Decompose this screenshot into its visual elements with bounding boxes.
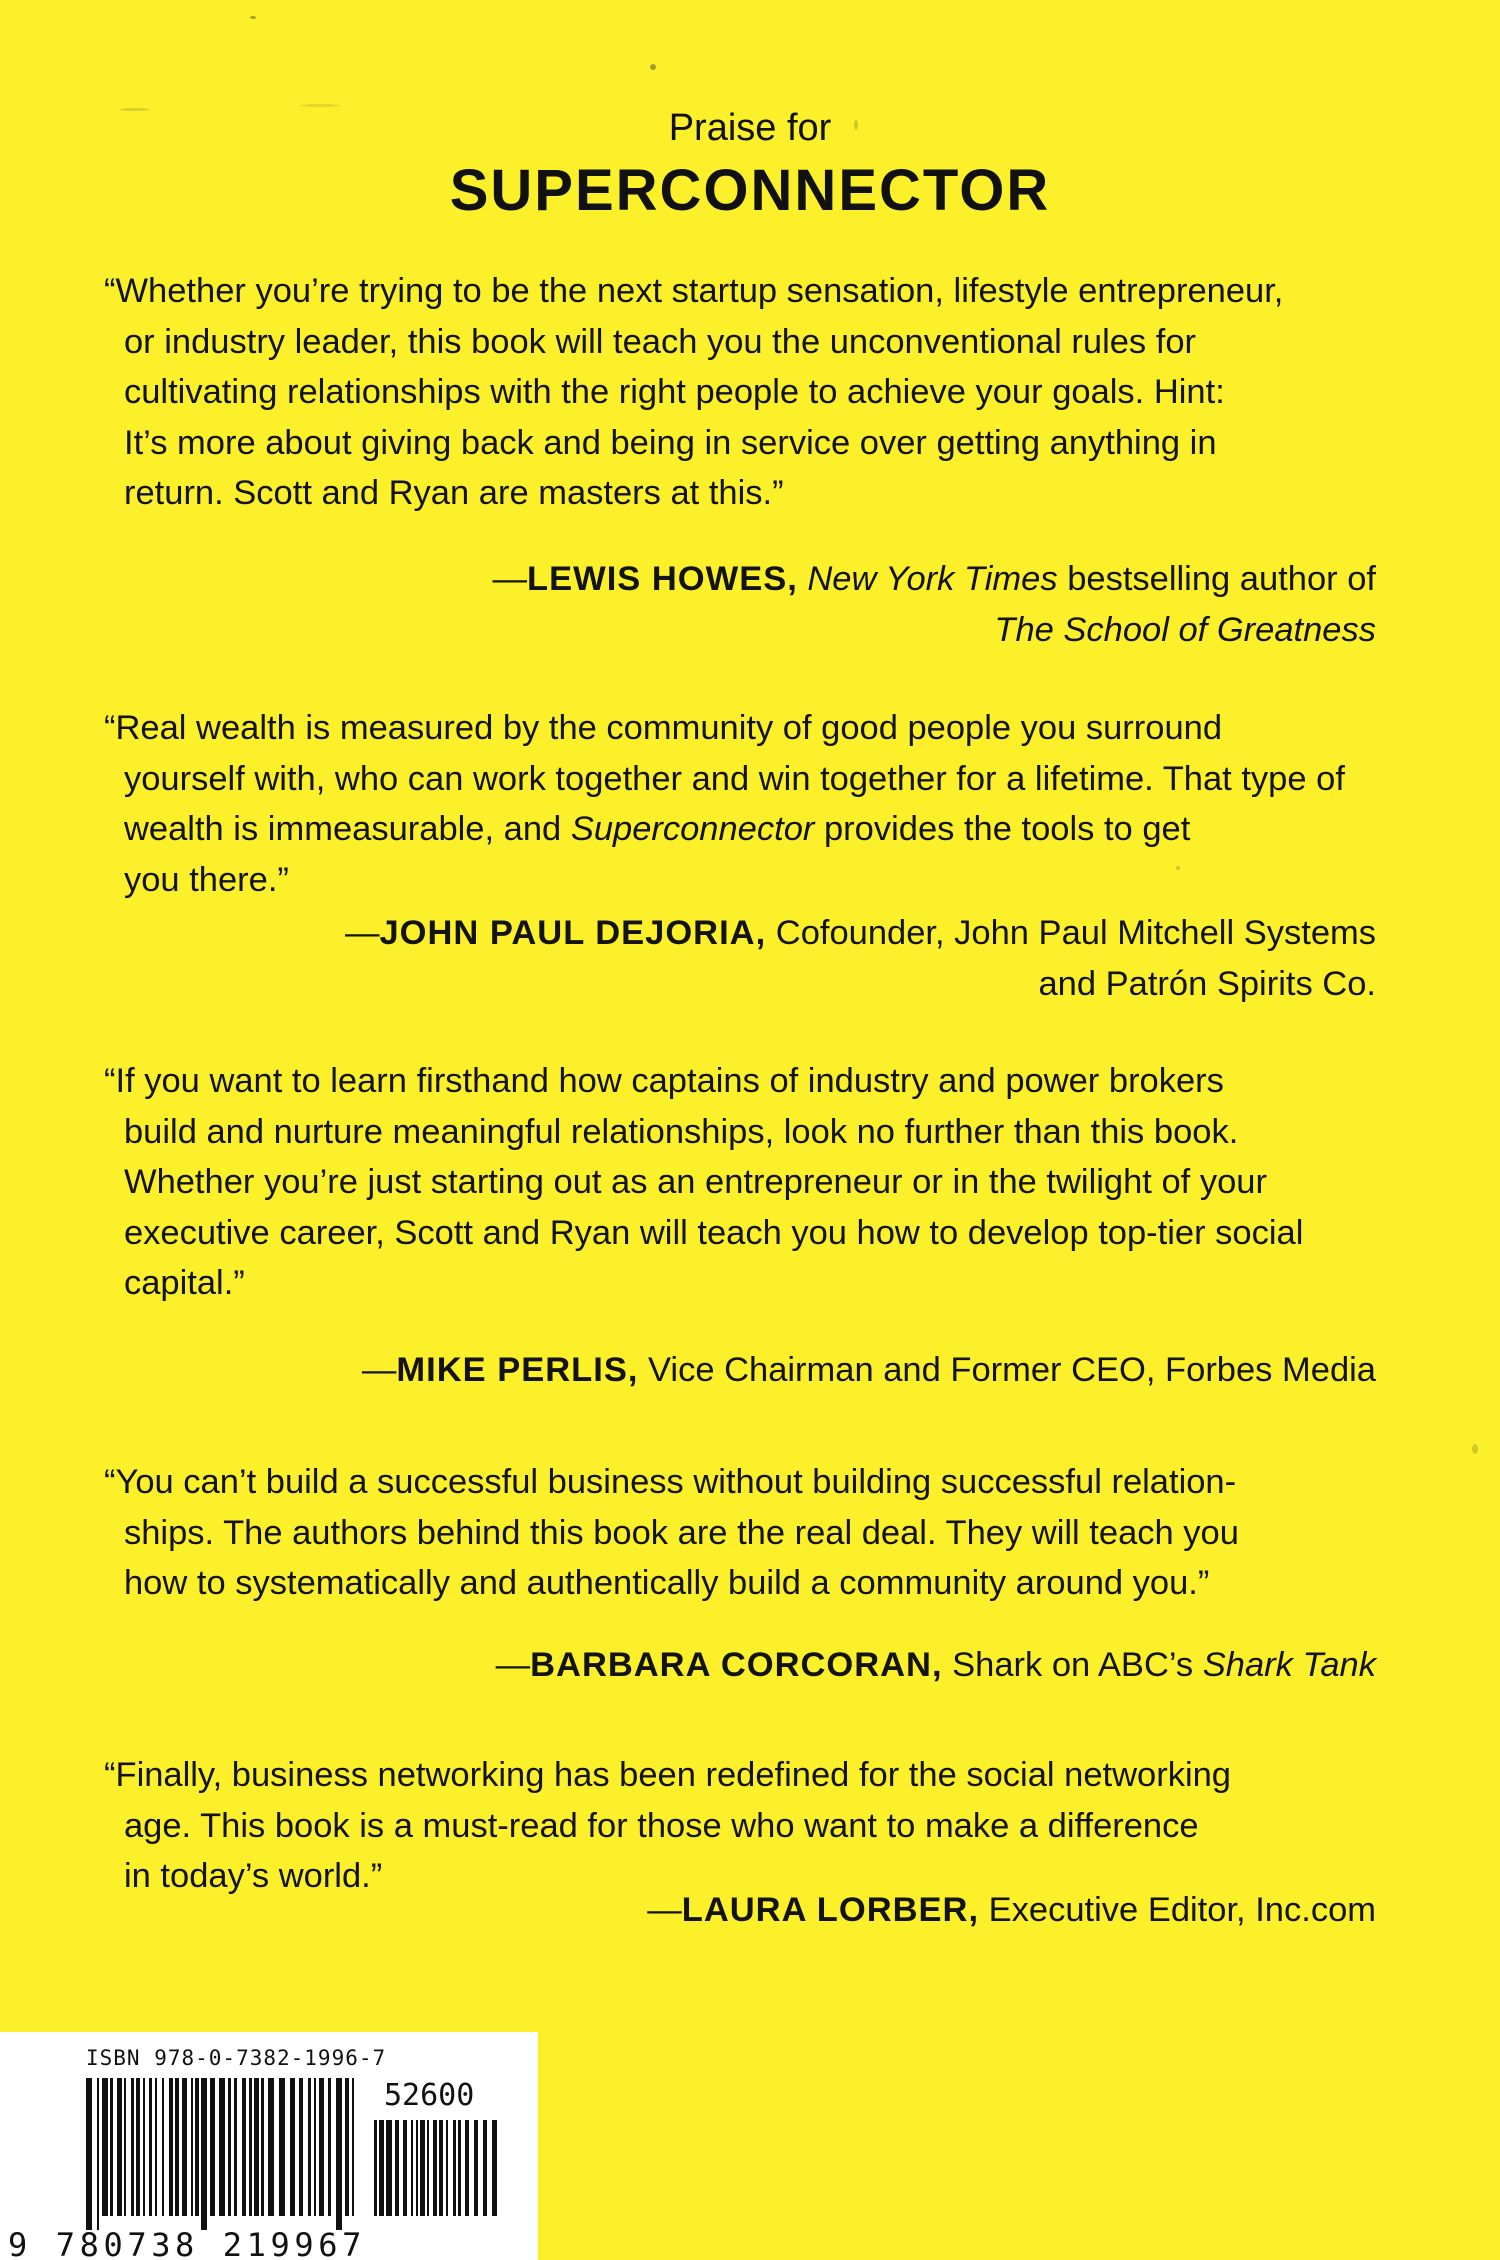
quote-line: cultivating relationships with the right people to achieve your goals. Hint:: [124, 373, 1225, 411]
barcode-bar: [97, 2078, 99, 2230]
barcode-bar: [191, 2078, 193, 2216]
attribution-lewis-howes: [176, 554, 1376, 655]
barcode-bar: [319, 2078, 324, 2216]
quote-line: capital.”: [124, 1264, 245, 1302]
barcode-bar: [279, 2078, 285, 2216]
barcode-bar: [345, 2078, 349, 2216]
barcode-digits: 9 780738 219967: [8, 2226, 366, 2260]
barcode-bar: [195, 2078, 199, 2216]
quote-line: or industry leader, this book will teach you the unconventional rules for: [124, 322, 1197, 361]
author-role: Shark on ABC’s: [952, 1646, 1194, 1684]
quote-line: yourself with, who can work together and win together for a lifetime. That type of: [124, 759, 1345, 798]
barcode-bar: [219, 2078, 225, 2216]
barcode-bar: [453, 2120, 456, 2216]
barcode-bar: [162, 2078, 164, 2216]
quote-mike-perlis: [104, 1056, 1394, 1309]
speck: [650, 64, 656, 70]
author-name: JOHN PAUL DEJORIA,: [379, 914, 767, 952]
barcode-bar: [242, 2078, 246, 2216]
barcode-bar: [420, 2120, 425, 2216]
author-role-line2: The School of Greatness: [994, 610, 1376, 649]
barcode-bar: [86, 2078, 92, 2230]
barcode-bar: [352, 2078, 354, 2216]
quote-line: ships. The authors behind this book are the real deal. They will teach you: [124, 1513, 1239, 1552]
barcode-bar: [249, 2078, 252, 2216]
quote-line: “You can’t build a successful business without building successful relation-: [104, 1463, 1237, 1501]
barcode-bar: [117, 2078, 122, 2216]
barcode-bar: [155, 2078, 157, 2216]
book-title-inline: Superconnector: [570, 810, 815, 848]
barcode-bar: [268, 2078, 274, 2216]
barcode-bar: [465, 2120, 469, 2216]
barcode-bar: [439, 2120, 443, 2216]
show-title-italic: Shark Tank: [1202, 1646, 1376, 1684]
barcode-bar: [446, 2120, 448, 2216]
barcode-bar: [483, 2120, 487, 2216]
attribution-barbara-corcoran: [176, 1640, 1376, 1691]
barcode-bar: [379, 2120, 384, 2216]
barcode-bar: [458, 2120, 461, 2216]
barcode-bar: [308, 2078, 311, 2216]
quote-line: age. This book is a must-read for those who want to make a difference: [124, 1806, 1199, 1845]
author-role: Cofounder, John Paul Mitchell Systems: [775, 914, 1376, 952]
quote-line: in today’s world.”: [124, 1857, 383, 1895]
attribution-mike-perlis: [176, 1345, 1376, 1396]
barcode-bar: [234, 2078, 237, 2216]
quote-lewis-howes: [104, 266, 1394, 519]
barcode-bar: [175, 2078, 179, 2216]
barcode-bar: [328, 2078, 331, 2216]
barcode-bar: [416, 2120, 418, 2216]
barcode-bar: [433, 2120, 437, 2216]
quote-line-start: wealth is immeasurable, and: [124, 810, 571, 848]
quote-barbara-corcoran: [104, 1457, 1394, 1609]
isbn-label: ISBN 978-0-7382-1996-7: [86, 2046, 387, 2070]
quote-line-tail: provides the tools to get: [814, 810, 1191, 848]
author-name: LEWIS HOWES,: [527, 560, 798, 598]
barcode-bar: [290, 2078, 295, 2216]
speck: [250, 16, 256, 19]
barcode-bar: [411, 2120, 413, 2216]
barcode-bar: [261, 2078, 264, 2216]
attribution-dash: —: [344, 914, 380, 952]
praise-for-heading: Praise for: [668, 107, 832, 149]
author-role-line2: and Patrón Spirits Co.: [1038, 964, 1376, 1003]
barcode-bar: [182, 2078, 187, 2216]
quote-line: you there.”: [124, 860, 289, 899]
author-name: LAURA LORBER,: [681, 1891, 980, 1929]
price-code: 52600: [384, 2078, 475, 2113]
isbn-barcode-panel: [0, 2032, 538, 2260]
book-title: SUPERCONNECTOR: [449, 158, 1051, 223]
attribution-dash: —: [492, 560, 528, 598]
quote-laura-lorber: [104, 1750, 1394, 1902]
barcode-bar: [299, 2078, 303, 2216]
barcode-bar: [254, 2078, 259, 2216]
author-role-italic: New York Times: [807, 560, 1058, 598]
speck: [1472, 1444, 1478, 1454]
quote-line: “Whether you’re trying to be the next startup sensation, lifestyle entrepreneur,: [104, 272, 1284, 310]
attribution-dash: —: [495, 1646, 531, 1684]
author-name: BARBARA CORCORAN,: [530, 1646, 943, 1684]
barcode-bar: [136, 2078, 140, 2216]
barcode-bar: [149, 2078, 152, 2216]
barcode-bar: [131, 2078, 134, 2216]
attribution-laura-lorber: [176, 1885, 1376, 1936]
quote-john-paul-dejoria: [104, 703, 1394, 905]
barcode-bar: [228, 2078, 231, 2216]
barcode-bar: [403, 2120, 407, 2216]
quote-line: “Finally, business networking has been redefined for the social networking: [104, 1756, 1231, 1794]
quote-line: Whether you’re just starting out as an entrepreneur or in the twilight of your: [124, 1163, 1267, 1201]
barcode-bar: [210, 2078, 215, 2216]
author-role: bestselling author of: [1067, 560, 1376, 598]
barcode-bar: [124, 2078, 126, 2216]
barcode-bar: [427, 2120, 429, 2216]
quote-line: executive career, Scott and Ryan will teach you how to develop top-tier social: [124, 1213, 1304, 1252]
barcode-bar: [336, 2078, 342, 2230]
barcode-bar: [474, 2120, 478, 2216]
attribution-john-paul-dejoria: [176, 908, 1376, 1009]
barcode-bar: [201, 2078, 207, 2230]
attribution-dash: —: [361, 1351, 397, 1389]
quote-line: build and nurture meaningful relationships, look no further than this book.: [124, 1112, 1239, 1151]
barcode-bar: [110, 2078, 113, 2216]
barcode-bar: [143, 2078, 145, 2216]
barcode-bar: [492, 2120, 497, 2216]
author-name: MIKE PERLIS,: [396, 1351, 639, 1389]
quote-line: return. Scott and Ryan are masters at this.”: [124, 474, 784, 512]
barcode-bar: [169, 2078, 173, 2216]
barcode-bar: [374, 2120, 377, 2216]
barcode-bar: [386, 2120, 392, 2216]
quote-line: [104, 804, 1394, 855]
quote-line: how to systematically and authentically build a community around you.”: [124, 1564, 1210, 1602]
author-role: Vice Chairman and Former CEO, Forbes Media: [648, 1351, 1376, 1389]
attribution-dash: —: [647, 1891, 682, 1929]
barcode-bar: [102, 2078, 108, 2216]
author-role: Executive Editor, Inc.com: [988, 1891, 1376, 1929]
barcode-bar: [314, 2078, 316, 2216]
quote-line: “Real wealth is measured by the community of good people you surround: [104, 709, 1223, 747]
quote-line: It’s more about giving back and being in service over getting anything in: [124, 423, 1217, 462]
barcode-bar: [395, 2120, 399, 2216]
quote-line: “If you want to learn firsthand how captains of industry and power brokers: [104, 1062, 1224, 1100]
